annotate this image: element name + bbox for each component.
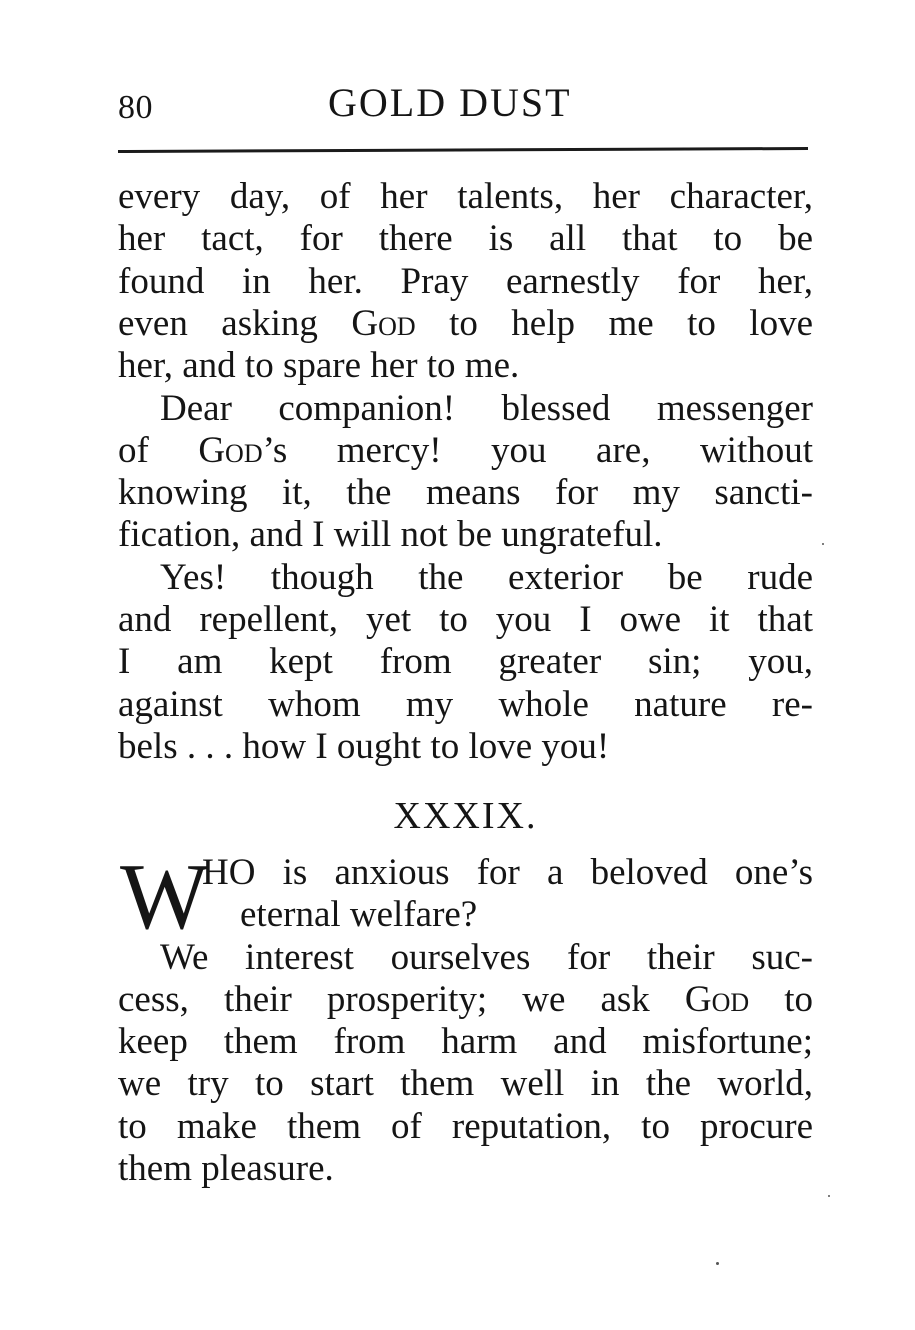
drop-cap: W [120, 845, 204, 949]
text-line: her tact, for there is all that to be [118, 218, 813, 260]
text-fragment: even asking [118, 302, 318, 344]
text-line: found in her. Pray earnestly for her, [118, 260, 813, 302]
text-line: bels . . . how I ought to love you! [118, 725, 610, 767]
text-fragment: of [118, 429, 149, 471]
scan-speck [828, 1195, 830, 1197]
text-line: we try to start them well in the world, [118, 1063, 813, 1105]
text-fragment: cess, their prosperity; we ask [118, 978, 650, 1020]
text-line: I am kept from greater sin; you, [118, 641, 813, 683]
header-rule [118, 147, 808, 153]
small-caps-word: God [684, 978, 750, 1020]
text-line: fication, and I will not be ungrateful. [118, 514, 663, 556]
text-line: them pleasure. [118, 1148, 334, 1190]
text-line: every day, of her talents, her character, [118, 176, 813, 217]
text-line: Dear companion! blessed messenger [160, 387, 813, 429]
text-fragment: ’s mercy! you are, without [262, 429, 814, 471]
text-fragment: to [784, 978, 813, 1020]
text-line [118, 303, 813, 345]
paragraph-continued [118, 176, 813, 387]
text-line: against whom my whole nature re- [118, 683, 813, 725]
scan-speck [822, 543, 824, 545]
text-line: to make them of reputation, to procure [118, 1105, 813, 1147]
section-opening [120, 845, 813, 949]
text-line: We interest ourselves for their suc- [160, 936, 813, 978]
text-line: and repellent, yet to you I owe it that [118, 598, 813, 640]
text-line [118, 979, 813, 1021]
text-line: eternal welfare? [240, 894, 478, 936]
scan-speck [716, 1262, 719, 1265]
paragraph-companion [118, 388, 813, 557]
text-line: knowing it, the means for my sancti- [118, 472, 813, 514]
small-caps-word: God [351, 302, 416, 344]
text-line: HO is anxious for a beloved one’s [202, 852, 813, 893]
text-line [118, 430, 813, 472]
text-fragment: to help me to love [449, 302, 814, 344]
page-number: 80 [118, 89, 153, 126]
paragraph-yes [118, 557, 813, 768]
small-caps-word: God [198, 429, 263, 471]
paragraph-interest [118, 937, 813, 1191]
text-line: keep them from harm and misfortune; [118, 1021, 813, 1063]
text-line: her, and to spare her to me. [118, 345, 520, 387]
page-header [118, 80, 813, 130]
text-line: Yes! though the exterior be rude [160, 556, 813, 598]
running-title: GOLD DUST [328, 80, 572, 125]
section-heading: XXXIX. [393, 795, 538, 837]
